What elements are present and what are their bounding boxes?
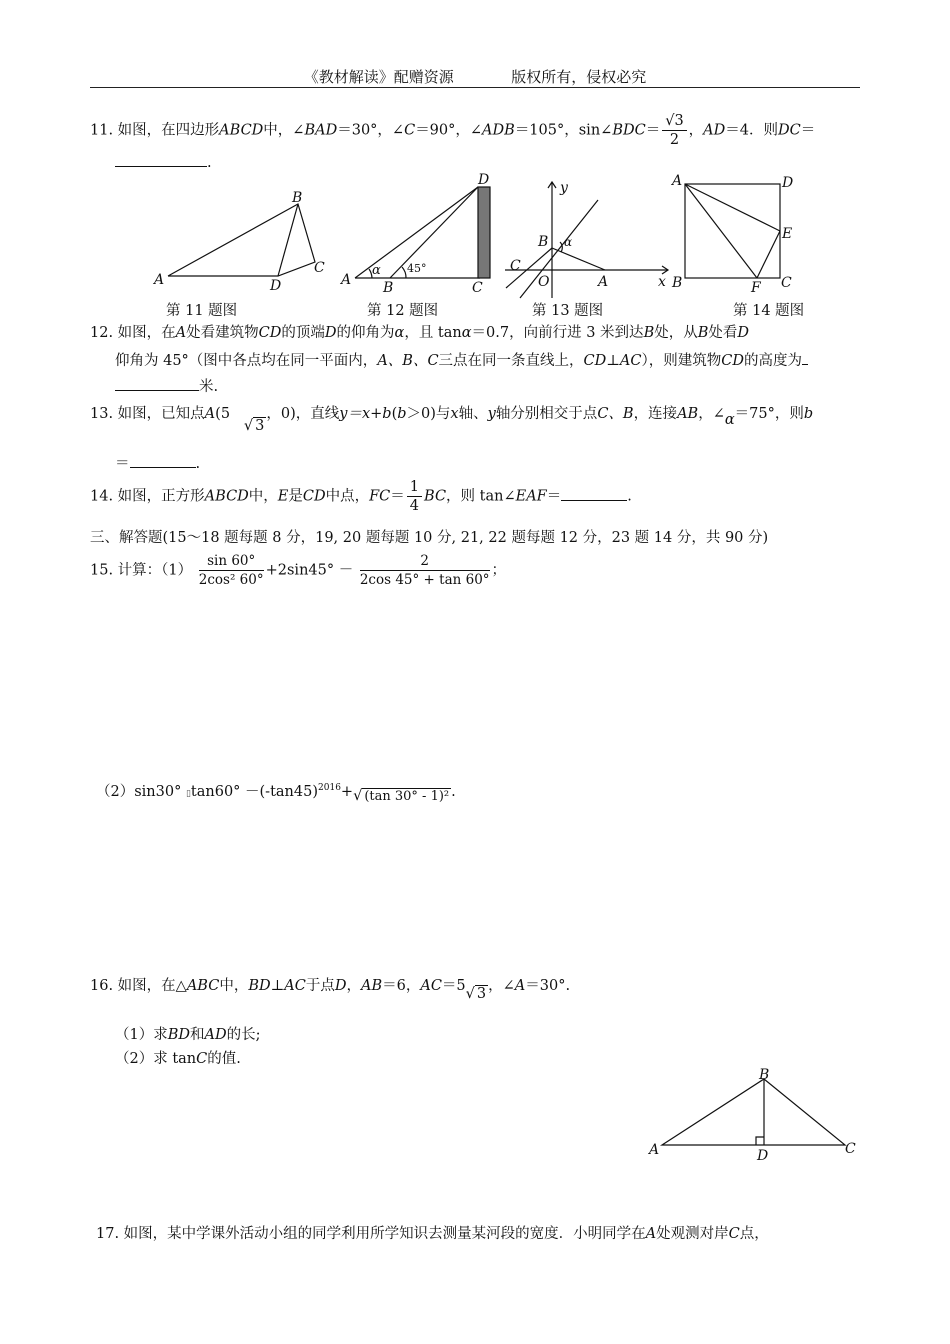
question-12-line1: 12. 如图，在A处看建筑物CD的顶端D的仰角为α，且 tanα＝0.7，向前行进 3 米到达B处，从B处看D	[90, 325, 750, 341]
question-15-part1: 15. 计算：（1） $\frac{\sin 60^\circ}{\text{2cos² 60°}}$ +2sin45° － $\frac{2}{2\cos 45^\circ + \tan 60^\circ}$ ；	[90, 553, 507, 588]
svg-text:D: D	[478, 172, 490, 188]
svg-text:C: C	[314, 260, 325, 276]
question-11: 11. 如图，在四边形ABCD中，∠BAD＝30°，∠C＝90°，∠ADB＝105°，sin∠BDC＝ $\frac{√3}{2}$ ，AD＝4．则DC＝	[90, 113, 816, 148]
svg-text:D: D	[270, 278, 282, 294]
svg-text:E: E	[782, 226, 793, 242]
fraction-1-over-4: $\frac{1}{4}$	[407, 478, 422, 515]
svg-text:B: B	[538, 234, 549, 250]
svg-text:α: α	[372, 263, 381, 278]
svg-text:A: A	[672, 173, 683, 189]
question-15-part2: （2）sin30° ▯tan60° $-(-\tan 45)^{2016}+√$ (tan 30° - 1)² .	[96, 783, 456, 804]
svg-text:α: α	[564, 235, 573, 249]
caption-13: 第 13 题图	[532, 303, 604, 319]
svg-text:F: F	[751, 280, 761, 296]
svg-text:D: D	[757, 1148, 769, 1164]
fraction-2-over-expression: $\frac{2}{2\cos 45^\circ + \tan 60^\circ}$	[359, 553, 490, 588]
svg-text:C: C	[845, 1141, 856, 1157]
question-14: 14. 如图，正方形ABCD中，E是CD中点，FC＝ $\frac{1}{4}$ BC，则 tan∠EAF＝ .	[90, 479, 632, 514]
caption-12: 第 12 题图	[367, 303, 439, 319]
answer-blank-13[interactable]: ＝ .	[115, 452, 200, 473]
question-17: 17. 如图，某中学课外活动小组的同学利用所学知识去测量某河段的宽度．小明同学在A处观测对岸C点，	[96, 1226, 769, 1242]
svg-text:C: C	[781, 275, 792, 291]
figure-16	[640, 1062, 865, 1164]
svg-text:A: A	[341, 272, 352, 288]
svg-text:D: D	[782, 175, 794, 191]
svg-text:A: A	[649, 1142, 660, 1158]
answer-blank-11[interactable]: .	[115, 152, 212, 171]
svg-text:C: C	[510, 258, 521, 274]
svg-text:45°: 45°	[407, 262, 427, 275]
svg-text:O: O	[538, 274, 550, 290]
fraction-sqrt3-over-2: $\frac{√3}{2}$	[662, 112, 686, 149]
section-3-heading: 三、解答题(15～18 题每题 8 分，19, 20 题每题 10 分, 21, 22 题每题 12 分，23 题 14 分，共 90 分)	[90, 530, 769, 546]
question-12-line2: 仰角为 45°（图中各点均在同一平面内，A、B、C三点在同一条直线上，CD⊥AC），则建筑物CD的高度为	[115, 349, 808, 370]
svg-text:B: B	[292, 190, 303, 206]
question-16-part2: （2）求 tanC的值.	[115, 1051, 241, 1067]
header-right: 版权所有，侵权必究	[511, 68, 647, 86]
svg-text:y: y	[560, 180, 568, 196]
svg-text:C: C	[472, 280, 483, 296]
svg-text:x: x	[658, 274, 666, 290]
header-rule	[90, 87, 860, 88]
question-13: 13. 如图，已知点A(5 √ 3，0)，直线y＝x+b(b＞0)与x轴、y轴分别相交于点C、B，连接AB，∠α＝75°，则b	[90, 406, 814, 434]
answer-blank-12[interactable]: 米.	[115, 375, 218, 396]
svg-text:A: A	[598, 274, 609, 290]
caption-14: 第 14 题图	[733, 303, 805, 319]
svg-text:B: B	[759, 1067, 770, 1083]
svg-text:B: B	[383, 280, 394, 296]
figure-13	[505, 182, 668, 298]
question-16-part1: （1）求BD和AD的长;	[115, 1027, 261, 1043]
page-header	[0, 66, 950, 87]
svg-text:A: A	[154, 272, 165, 288]
figure-14	[685, 184, 780, 278]
header-left: 《教材解读》配赠资源	[303, 68, 454, 86]
caption-11: 第 11 题图	[166, 303, 238, 319]
answer-blank-14[interactable]	[561, 486, 627, 501]
fraction-sin60-over-2cos2-60: $\frac{\sin 60^\circ}{\text{2cos² 60°}}$	[198, 553, 264, 588]
question-16: 16. 如图，在△ABC中，BD⊥AC于点D，AB＝6，AC＝5√ 3 ，∠A＝30°.	[90, 978, 571, 1002]
figure-11	[168, 204, 315, 276]
figures-11-14	[140, 170, 860, 300]
svg-text:B: B	[672, 275, 683, 291]
